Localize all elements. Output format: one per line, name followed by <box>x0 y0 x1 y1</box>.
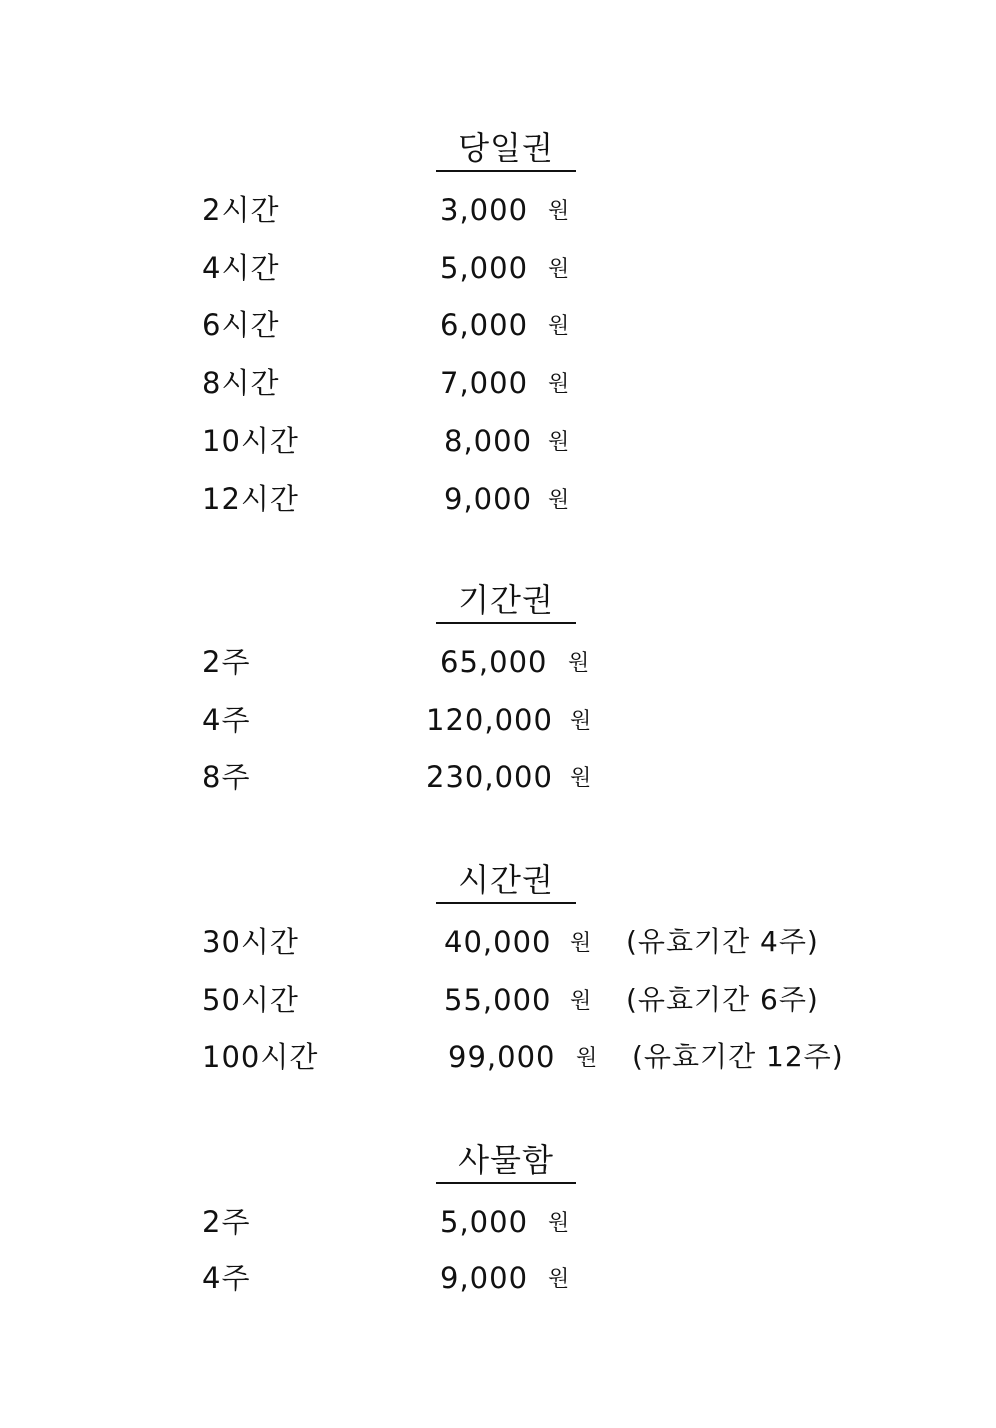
price-amount: 9,000 <box>440 1261 529 1295</box>
price-amount: 5,000 <box>440 251 529 285</box>
currency-unit: 원 <box>548 488 570 513</box>
duration-label: 6시간 <box>202 308 280 342</box>
currency-unit: 원 <box>570 931 592 956</box>
currency-unit: 원 <box>568 651 590 676</box>
section-title: 당일권 <box>436 130 576 172</box>
price-row <box>0 479 996 519</box>
price-amount: 8,000 <box>444 424 533 458</box>
price-row <box>0 1258 996 1298</box>
price-row <box>0 248 996 288</box>
price-row <box>0 421 996 461</box>
price-amount: 55,000 <box>444 983 552 1017</box>
section-title: 기간권 <box>436 582 576 624</box>
duration-label: 12시간 <box>202 482 299 516</box>
currency-unit: 원 <box>576 1046 598 1071</box>
price-row <box>0 642 996 682</box>
currency-unit: 원 <box>548 1211 570 1236</box>
validity-note: (유효기간 4주) <box>626 925 819 958</box>
currency-unit: 원 <box>548 430 570 455</box>
price-amount: 99,000 <box>448 1040 556 1074</box>
price-row <box>0 757 996 797</box>
currency-unit: 원 <box>548 372 570 397</box>
price-amount: 7,000 <box>440 366 529 400</box>
duration-label: 100시간 <box>202 1040 319 1074</box>
price-amount: 120,000 <box>426 703 553 737</box>
duration-label: 4주 <box>202 703 251 737</box>
price-row <box>0 363 996 403</box>
currency-unit: 원 <box>548 199 570 224</box>
price-row <box>0 305 996 345</box>
currency-unit: 원 <box>570 766 592 791</box>
section-title: 사물함 <box>436 1142 576 1184</box>
duration-label: 4주 <box>202 1261 251 1295</box>
section-title: 시간권 <box>436 862 576 904</box>
price-amount: 40,000 <box>444 925 552 959</box>
price-row <box>0 922 996 962</box>
duration-label: 30시간 <box>202 925 299 959</box>
price-amount: 5,000 <box>440 1205 529 1239</box>
currency-unit: 원 <box>570 709 592 734</box>
price-amount: 6,000 <box>440 308 529 342</box>
price-row <box>0 1037 996 1077</box>
price-row <box>0 1202 996 1242</box>
price-amount: 230,000 <box>426 760 553 794</box>
price-amount: 65,000 <box>440 645 548 679</box>
price-amount: 3,000 <box>440 193 529 227</box>
duration-label: 2시간 <box>202 193 280 227</box>
currency-unit: 원 <box>548 1267 570 1292</box>
duration-label: 50시간 <box>202 983 299 1017</box>
currency-unit: 원 <box>548 257 570 282</box>
duration-label: 2주 <box>202 1205 251 1239</box>
validity-note: (유효기간 6주) <box>626 983 819 1016</box>
price-row <box>0 980 996 1020</box>
duration-label: 8시간 <box>202 366 280 400</box>
currency-unit: 원 <box>548 314 570 339</box>
duration-label: 8주 <box>202 760 251 794</box>
duration-label: 2주 <box>202 645 251 679</box>
duration-label: 10시간 <box>202 424 299 458</box>
validity-note: (유효기간 12주) <box>632 1040 844 1073</box>
currency-unit: 원 <box>570 989 592 1014</box>
price-amount: 9,000 <box>444 482 533 516</box>
duration-label: 4시간 <box>202 251 280 285</box>
price-row <box>0 190 996 230</box>
price-row <box>0 700 996 740</box>
